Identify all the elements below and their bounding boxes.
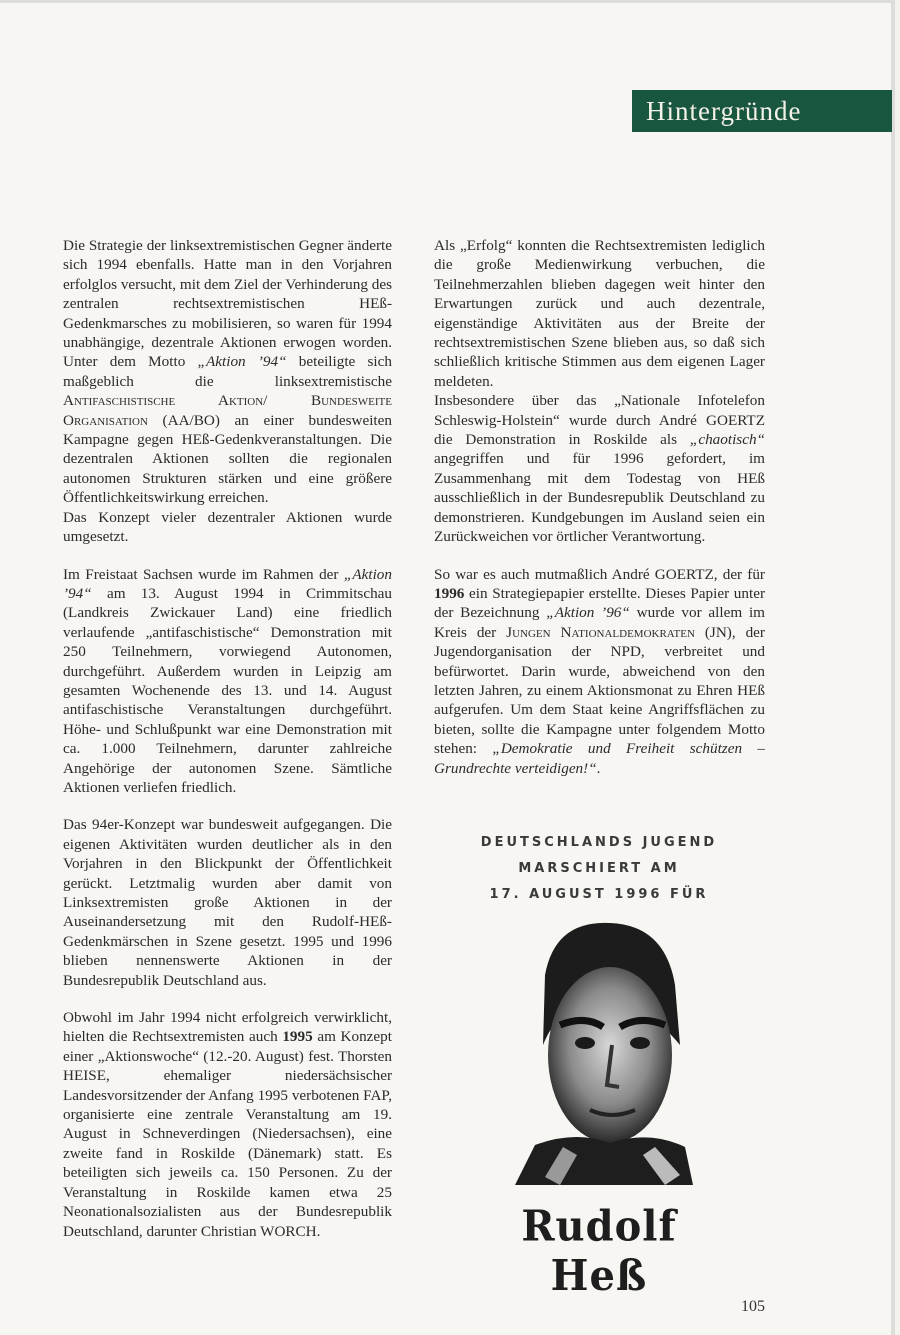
paragraph: Die Strategie der linksextremistischen Gegner änderte sich 1994 ebenfalls. Hatte man in den Vorjahren erfolglos versucht, mit dem Ziel der Verhinderung des zentralen rechtsextremistischen HEß-Gedenkmarsches zu mobilisieren, so waren für 1994 unabhängige, dezentrale Aktionen erwogen worden. Unter dem Motto „Aktion ’94“ beteiligte sich maßgeblich die linksextremistische Antifaschistische Aktion/ Bundesweite Organisation (AA/BO) an einer bundesweiten Kampagne gegen HEß-Gedenkveranstaltungen. Die dezentralen Aktionen sollten die regionalen autonomen Strukturen stärken und eine größere Öffentlichkeitswirkung erreichen. bbox=[63, 237, 392, 507]
paragraph: Als „Erfolg“ konnten die Rechtsextremisten lediglich die große Medienwirkung verbuchen, die Teilnehmerzahlen blieben dagegen weit hinter den Erwartungen zurück und auch dezentrale, eigenständige Aktivitäten aus der Breite der rechtsextremistischen Szene blieben aus, so daß sich schließlich kritische Stimmen aus dem eigenen Lager meldeten. bbox=[434, 237, 765, 390]
paragraph: So war es auch mutmaßlich André GOERTZ, der für 1996 ein Strategiepapier erstellte. Dieses Papier unter der Bezeichnung „Aktion ’96“ wurde vor allem im Kreis der Jungen Nationaldemokraten (JN), der Jugendorganisation der NPD, verbreitet und befürwortet. Darin wurde, abweichend von den letzten Jahren, zu einem Aktionsmonat zu Ehren HEß aufgerufen. Um dem Staat keine Angriffsflächen zu bieten, sollte die Kampagne unter folgendem Motto stehen: „Demokratie und Freiheit schützen – Grundrechte verteidigen!“. bbox=[434, 565, 765, 777]
poster-caption bbox=[466, 830, 732, 908]
paragraph: Obwohl im Jahr 1994 nicht erfolgreich verwirklicht, hielten die Rechtsextremisten auch 1995 am Konzept einer „Aktionswoche“ (12.-20. August) fest. Thorsten HEISE, ehemaliger niedersächsischer Landesvorsitzender der Anfang 1995 verbotenen FAP, organisierte eine zentrale Veranstaltung am 19. August in Schneverdingen (Niedersachsen), eine zweite fand in Roskilde (Dänemark) statt. Es beteiligten sich jeweils ca. 150 Personen. Zu der Veranstaltung in Roskilde kamen etwa 25 Neonationalsozialisten aus der Bundesrepublik Deutschland, darunter Christian WORCH. bbox=[63, 1009, 392, 1240]
paragraph: Insbesondere über das „Nationale Infotelefon Schleswig-Holstein“ wurde durch André GOERTZ die Demonstration in Roskilde als „chaotisch“ angegriffen und für 1996 gefordert, im Zusammenhang mit dem Todestag von HEß ausschließlich in der Bundesrepublik Deutschland zu demonstrieren. Kundgebungen im Ausland seien ein Zurückweichen vor örtlicher Verantwortung. bbox=[434, 392, 765, 546]
left-column bbox=[63, 236, 392, 1241]
paragraph: Das 94er-Konzept war bundesweit aufgegangen. Die eigenen Aktivitäten wurden deutlicher als in den Vorjahren in den Blickpunkt der Öffentlichkeit gerückt. Letztmalig wurden aber damit von Linksextremisten große Aktionen in der Auseinandersetzung mit den Rudolf-HEß-Gedenkmärschen in Szene gesetzt. 1995 und 1996 blieben nennenswerte Aktionen in der Bundesrepublik Deutschland aus. bbox=[63, 816, 392, 989]
poster-line: MARSCHIERT AM bbox=[518, 861, 680, 876]
section-title: Hintergründe bbox=[646, 95, 802, 126]
section-header bbox=[632, 90, 892, 132]
right-column bbox=[434, 236, 765, 778]
page-number: 105 bbox=[741, 1298, 765, 1315]
portrait-illustration bbox=[515, 915, 693, 1185]
poster-line: 17. AUGUST 1996 FÜR bbox=[489, 887, 709, 902]
paragraph: Das Konzept vieler dezentraler Aktionen wurde umgesetzt. bbox=[63, 508, 392, 546]
poster-line: DEUTSCHLANDS JUGEND bbox=[480, 835, 718, 850]
portrait-image bbox=[515, 915, 693, 1185]
poster-name: Rudolf Heß bbox=[521, 1201, 677, 1301]
paragraph: Im Freistaat Sachsen wurde im Rahmen der „Aktion ’94“ am 13. August 1994 in Crimmitschau (Landkreis Zwickauer Land) eine friedlich verlaufende „antifaschistische“ Demonstration mit 250 Teilnehmern, vorwiegend Autonomen, durchgeführt. Außerdem wurden in Leipzig am gesamten Wochenende des 13. und 14. August antifaschistische Veranstaltungen durchgeführt. Höhe- und Schlußpunkt war eine Demonstration mit ca. 1.000 Teilnehmern, darunter zahlreiche Angehörige der autonomen Szene. Sämtliche Aktionen verliefen friedlich. bbox=[63, 565, 392, 796]
